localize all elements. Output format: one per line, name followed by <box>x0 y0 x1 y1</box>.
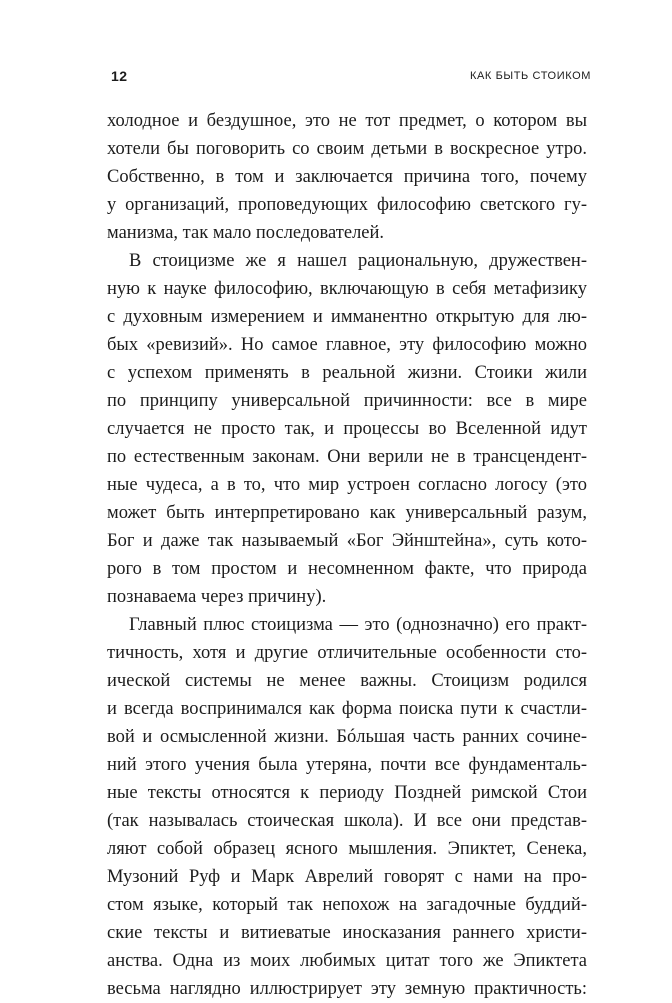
text-line: ские тексты и витиеватые иносказания раннего христи- <box>107 923 587 943</box>
text-line: ний этого учения была утеряна, почти все фундаменталь- <box>107 755 587 775</box>
text-line: случается не просто так, и процессы во Вселенной идут <box>107 419 587 439</box>
text-line: Собственно, в том и заключается причина того, почему <box>107 167 587 187</box>
text-line: ную к науке философию, включающую в себя метафизику <box>107 279 587 299</box>
text-line: может быть интерпретировано как универсальный разум, <box>107 503 587 523</box>
text-line: стом языке, который так непохож на загадочные буддий- <box>107 895 587 915</box>
text-line: бых «ревизий». Но самое главное, эту философию можно <box>107 335 587 355</box>
text-line: В стоицизме же я нашел рациональную, дружествен- <box>129 251 587 271</box>
text-line: Главный плюс стоицизма — это (однозначно) его практ- <box>129 615 587 635</box>
page-body <box>107 107 587 1003</box>
book-title: КАК БЫТЬ СТОИКОМ <box>469 70 591 82</box>
text-line: весьма наглядно иллюстрирует эту земную практичность: <box>107 979 587 999</box>
text-line: ляют собой образец ясного мышления. Эпиктет, Сенека, <box>107 839 587 859</box>
text-line: манизма, так мало последователей. <box>107 223 385 243</box>
text-line: ные тексты относятся к периоду Поздней римской Стои <box>107 783 587 803</box>
text-line: рого в том простом и несомненном факте, что природа <box>107 559 587 579</box>
text-line: хотели бы поговорить со своим детьми в воскресное утро. <box>107 139 587 159</box>
text-line: Бог и даже так называемый «Бог Эйнштейна», суть кото- <box>107 531 587 551</box>
text-line: ные чудеса, а в то, что мир устроен согласно логосу (это <box>107 475 587 495</box>
text-line: анства. Одна из моих любимых цитат того же Эпиктета <box>107 951 587 971</box>
text-line: ической системы не менее важны. Стоицизм родился <box>107 671 587 691</box>
text-line: и всегда воспринимался как форма поиска пути к счастли- <box>107 699 587 719</box>
text-line: по естественным законам. Они верили не в трансцендент- <box>107 447 587 467</box>
text-line: (так называлась стоическая школа). И все они представ- <box>107 811 587 831</box>
text-line: с духовным измерением и имманентно открытую для лю- <box>107 307 587 327</box>
running-header <box>0 68 672 88</box>
text-line: вой и осмысленной жизни. Бóльшая часть ранних сочине- <box>107 727 587 747</box>
text-line: тичность, хотя и другие отличительные особенности сто- <box>107 643 587 663</box>
text-line: Музоний Руф и Марк Аврелий говорят с нами на про- <box>107 867 587 887</box>
text-line: по принципу универсальной причинности: все в мире <box>107 391 587 411</box>
text-line: с успехом применять в реальной жизни. Стоики жили <box>107 363 587 383</box>
text-line: познаваема через причину). <box>107 587 327 607</box>
text-line: у организаций, проповедующих философию светского гу- <box>107 195 587 215</box>
page-number: 12 <box>111 68 128 84</box>
text-line: холодное и бездушное, это не тот предмет, о котором вы <box>107 111 587 131</box>
